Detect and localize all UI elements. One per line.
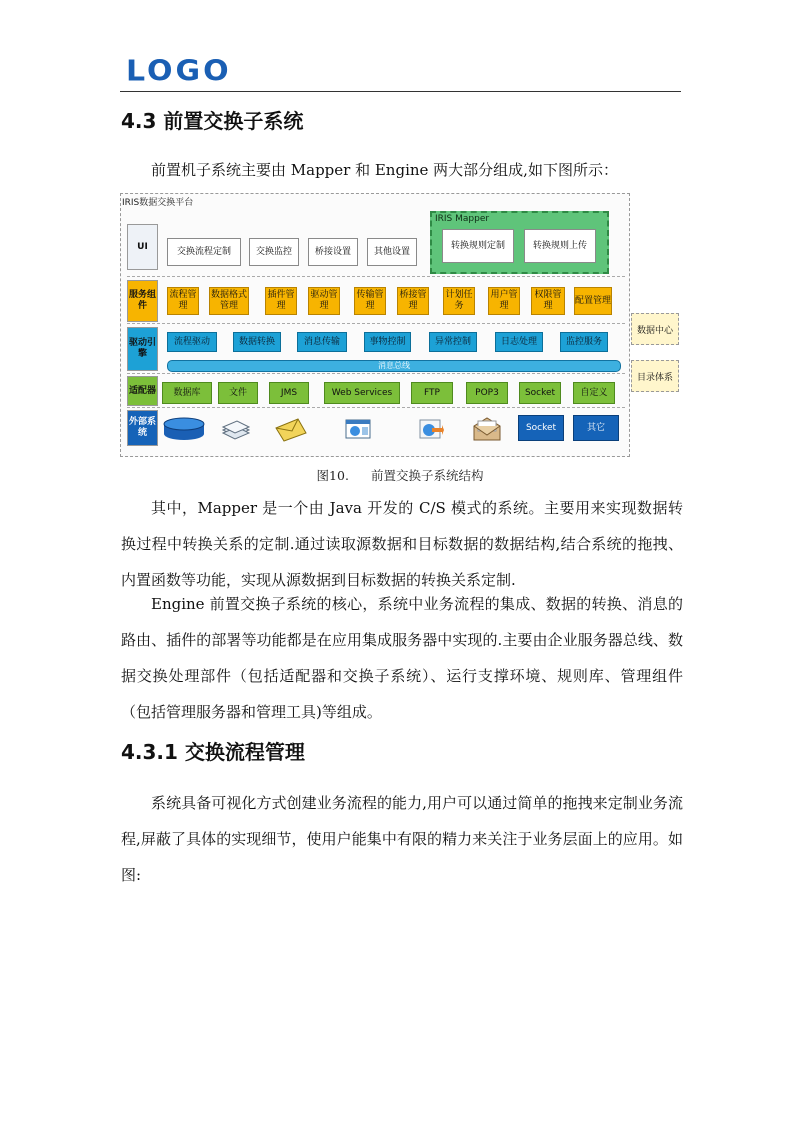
external-item: Socket [518,415,564,441]
files-icon [219,414,253,444]
mapper-title: IRIS Mapper [435,214,490,224]
platform-title: IRIS数据交换平台 [122,198,194,208]
adapter-item: 数据库 [162,382,212,404]
service-item: 流程管理 [167,287,199,315]
adapter-item: FTP [411,382,453,404]
ftp-icon [416,414,446,444]
subsection-title: 4.3.1 交换流程管理 [121,740,305,764]
ui-item: 其他设置 [367,238,417,266]
side-box-data-center: 数据中心 [631,313,679,345]
row-label-adapter: 适配器 [127,376,158,406]
iris-mapper-panel [430,211,609,274]
architecture-diagram [120,193,630,457]
service-item: 配置管理 [574,287,612,315]
mail-icon [471,414,503,444]
adapter-item: Web Services [324,382,400,404]
envelope-icon [273,414,309,444]
ui-item: 交换流程定制 [167,238,241,266]
service-item: 权限管理 [531,287,565,315]
paragraph: 其中，Mapper 是一个由 Java 开发的 C/S 模式的系统。主要用来实现数据转换过程中转换关系的定制.通过读取源数据和目标数据的数据结构,结合系统的拖拽、内置函数等功能，实现从源数据到目标数据的转换关系定制. [121,499,683,589]
driver-item: 数据转换 [233,332,281,352]
adapter-item: POP3 [466,382,508,404]
section-title: 4.3 前置交换子系统 [121,109,304,133]
adapter-item: 文件 [218,382,258,404]
row-label-driver: 驱动引擎 [127,327,158,371]
service-item: 驱动管理 [308,287,340,315]
ui-item: 交换监控 [249,238,299,266]
driver-item: 消息传输 [297,332,347,352]
intro-paragraph: 前置机子系统主要由 Mapper 和 Engine 两大部分组成,如下图所示： [151,161,618,179]
mapper-item: 转换规则上传 [524,229,596,263]
external-item: 其它 [573,415,619,441]
service-item: 计划任务 [443,287,475,315]
mapper-item: 转换规则定制 [442,229,514,263]
subsection-paragraph: 系统具备可视化方式创建业务流程的能力,用户可以通过简单的拖拽来定制业务流程,屏蔽了具体的实现细节，使用户能集中有限的精力来关注于业务层面上的应用。如图: [121,794,683,884]
service-item: 用户管理 [488,287,520,315]
adapter-item: Socket [519,382,561,404]
side-box-catalog: 目录体系 [631,360,679,392]
driver-item: 流程驱动 [167,332,217,352]
driver-item: 监控服务 [560,332,608,352]
driver-item: 异常控制 [429,332,477,352]
driver-item: 事物控制 [364,332,411,352]
service-item: 插件管理 [265,287,297,315]
message-bus: 消息总线 [167,360,621,372]
row-label-service: 服务组件 [127,280,158,322]
row-label-ui: UI [127,224,158,270]
header-rule [120,91,681,92]
database-icon [162,414,206,444]
figure-caption [0,466,800,484]
paragraph: Engine 前置交换子系统的核心，系统中业务流程的集成、数据的转换、消息的路由、插件的部署等功能都是在应用集成服务器中实现的.主要由企业服务器总线、数据交换处理部件（包括适配器和交换子系统）、运行支撑环境、规则库、管理组件（包括管理服务器和管理工具)等组成。 [121,595,683,721]
service-item: 桥接管理 [397,287,429,315]
adapter-item: 自定义 [573,382,615,404]
caption-number: 图10. [316,468,349,483]
service-item: 传输管理 [354,287,386,315]
driver-item: 日志处理 [495,332,543,352]
adapter-item: JMS [269,382,309,404]
caption-text: 前置交换子系统结构 [370,468,484,483]
service-item: 数据格式管理 [209,287,249,315]
row-label-external: 外部系统 [127,410,158,446]
logo: LOGO [126,54,232,89]
ui-item: 桥接设置 [308,238,358,266]
web-icon [343,414,373,444]
